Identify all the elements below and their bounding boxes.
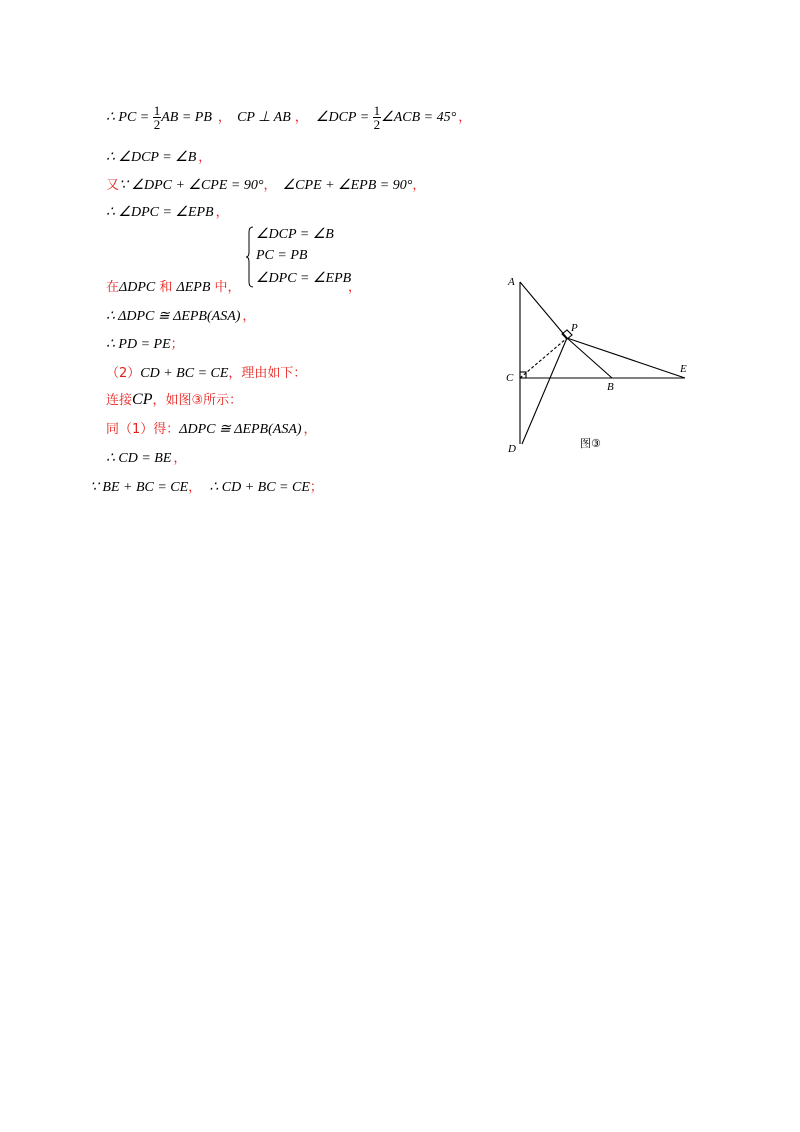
label-d: D [508, 443, 516, 455]
proof-line-12: ∵ BE + BC = CE， ∴ CD + BC = CE； [90, 480, 323, 495]
segment-pe [567, 338, 685, 378]
system-row-2: PC = PB [256, 248, 308, 263]
label-a: A [508, 276, 515, 288]
proof-line-7: ∴ PD = PE； [106, 337, 184, 352]
proof-line-3: 又∵ ∠DPC + ∠CPE = 90°， ∠CPE + ∠EPB = 90°， [106, 178, 426, 193]
geometry-figure [500, 272, 700, 462]
expr-angle-dcp: ∠DCP = [315, 110, 373, 125]
segment-pd [522, 338, 567, 444]
equation-system [246, 226, 356, 288]
label-c: C [506, 372, 514, 384]
fraction-one-half-2: $\frac{1}{2}$ [373, 103, 381, 132]
label-e: E [680, 363, 687, 375]
label-b: B [607, 381, 614, 393]
system-trailing-comma: ， [348, 280, 362, 295]
proof-line-9: 连接CP，如图③所示： [106, 391, 243, 408]
expr-cp-perp-ab: CP ⊥ AB [237, 110, 291, 125]
segment-pb [567, 338, 612, 378]
segment-cp-dashed [520, 338, 567, 378]
fraction-one-half: $\frac{1}{2}$ [153, 103, 161, 132]
system-row-3: ∠DPC = ∠EPB [256, 271, 352, 286]
proof-line-10: 同（1）得：ΔDPC ≅ ΔEPB(ASA) ， [106, 422, 317, 437]
figure-caption: 图③ [580, 437, 601, 450]
proof-line-8: （2）CD + BC = CE，理由如下： [106, 366, 307, 381]
proof-line-2: ∴ ∠DCP = ∠B ， [106, 150, 212, 165]
proof-line-6: ∴ ΔDPC ≅ ΔEPB(ASA) ， [106, 309, 256, 324]
system-row-1: ∠DCP = ∠B [256, 227, 334, 242]
expr-pc-half-ab: ∴ PC = [106, 110, 153, 125]
proof-line-5: 在ΔDPC 和 ΔEPB 中， [106, 280, 241, 295]
proof-line-1: ∴ PC = $\frac{1}{2}$ AB = PB ， CP ⊥ AB ， ∠DCP = $\frac{1}{2}$ ∠ACB = 45° ， [106, 103, 472, 132]
label-p: P [571, 322, 578, 334]
left-brace-icon [246, 226, 254, 288]
segment-ap [520, 282, 567, 338]
proof-line-4: ∴ ∠DPC = ∠EPB ， [106, 205, 229, 220]
proof-line-11: ∴ CD = BE ， [106, 451, 187, 466]
